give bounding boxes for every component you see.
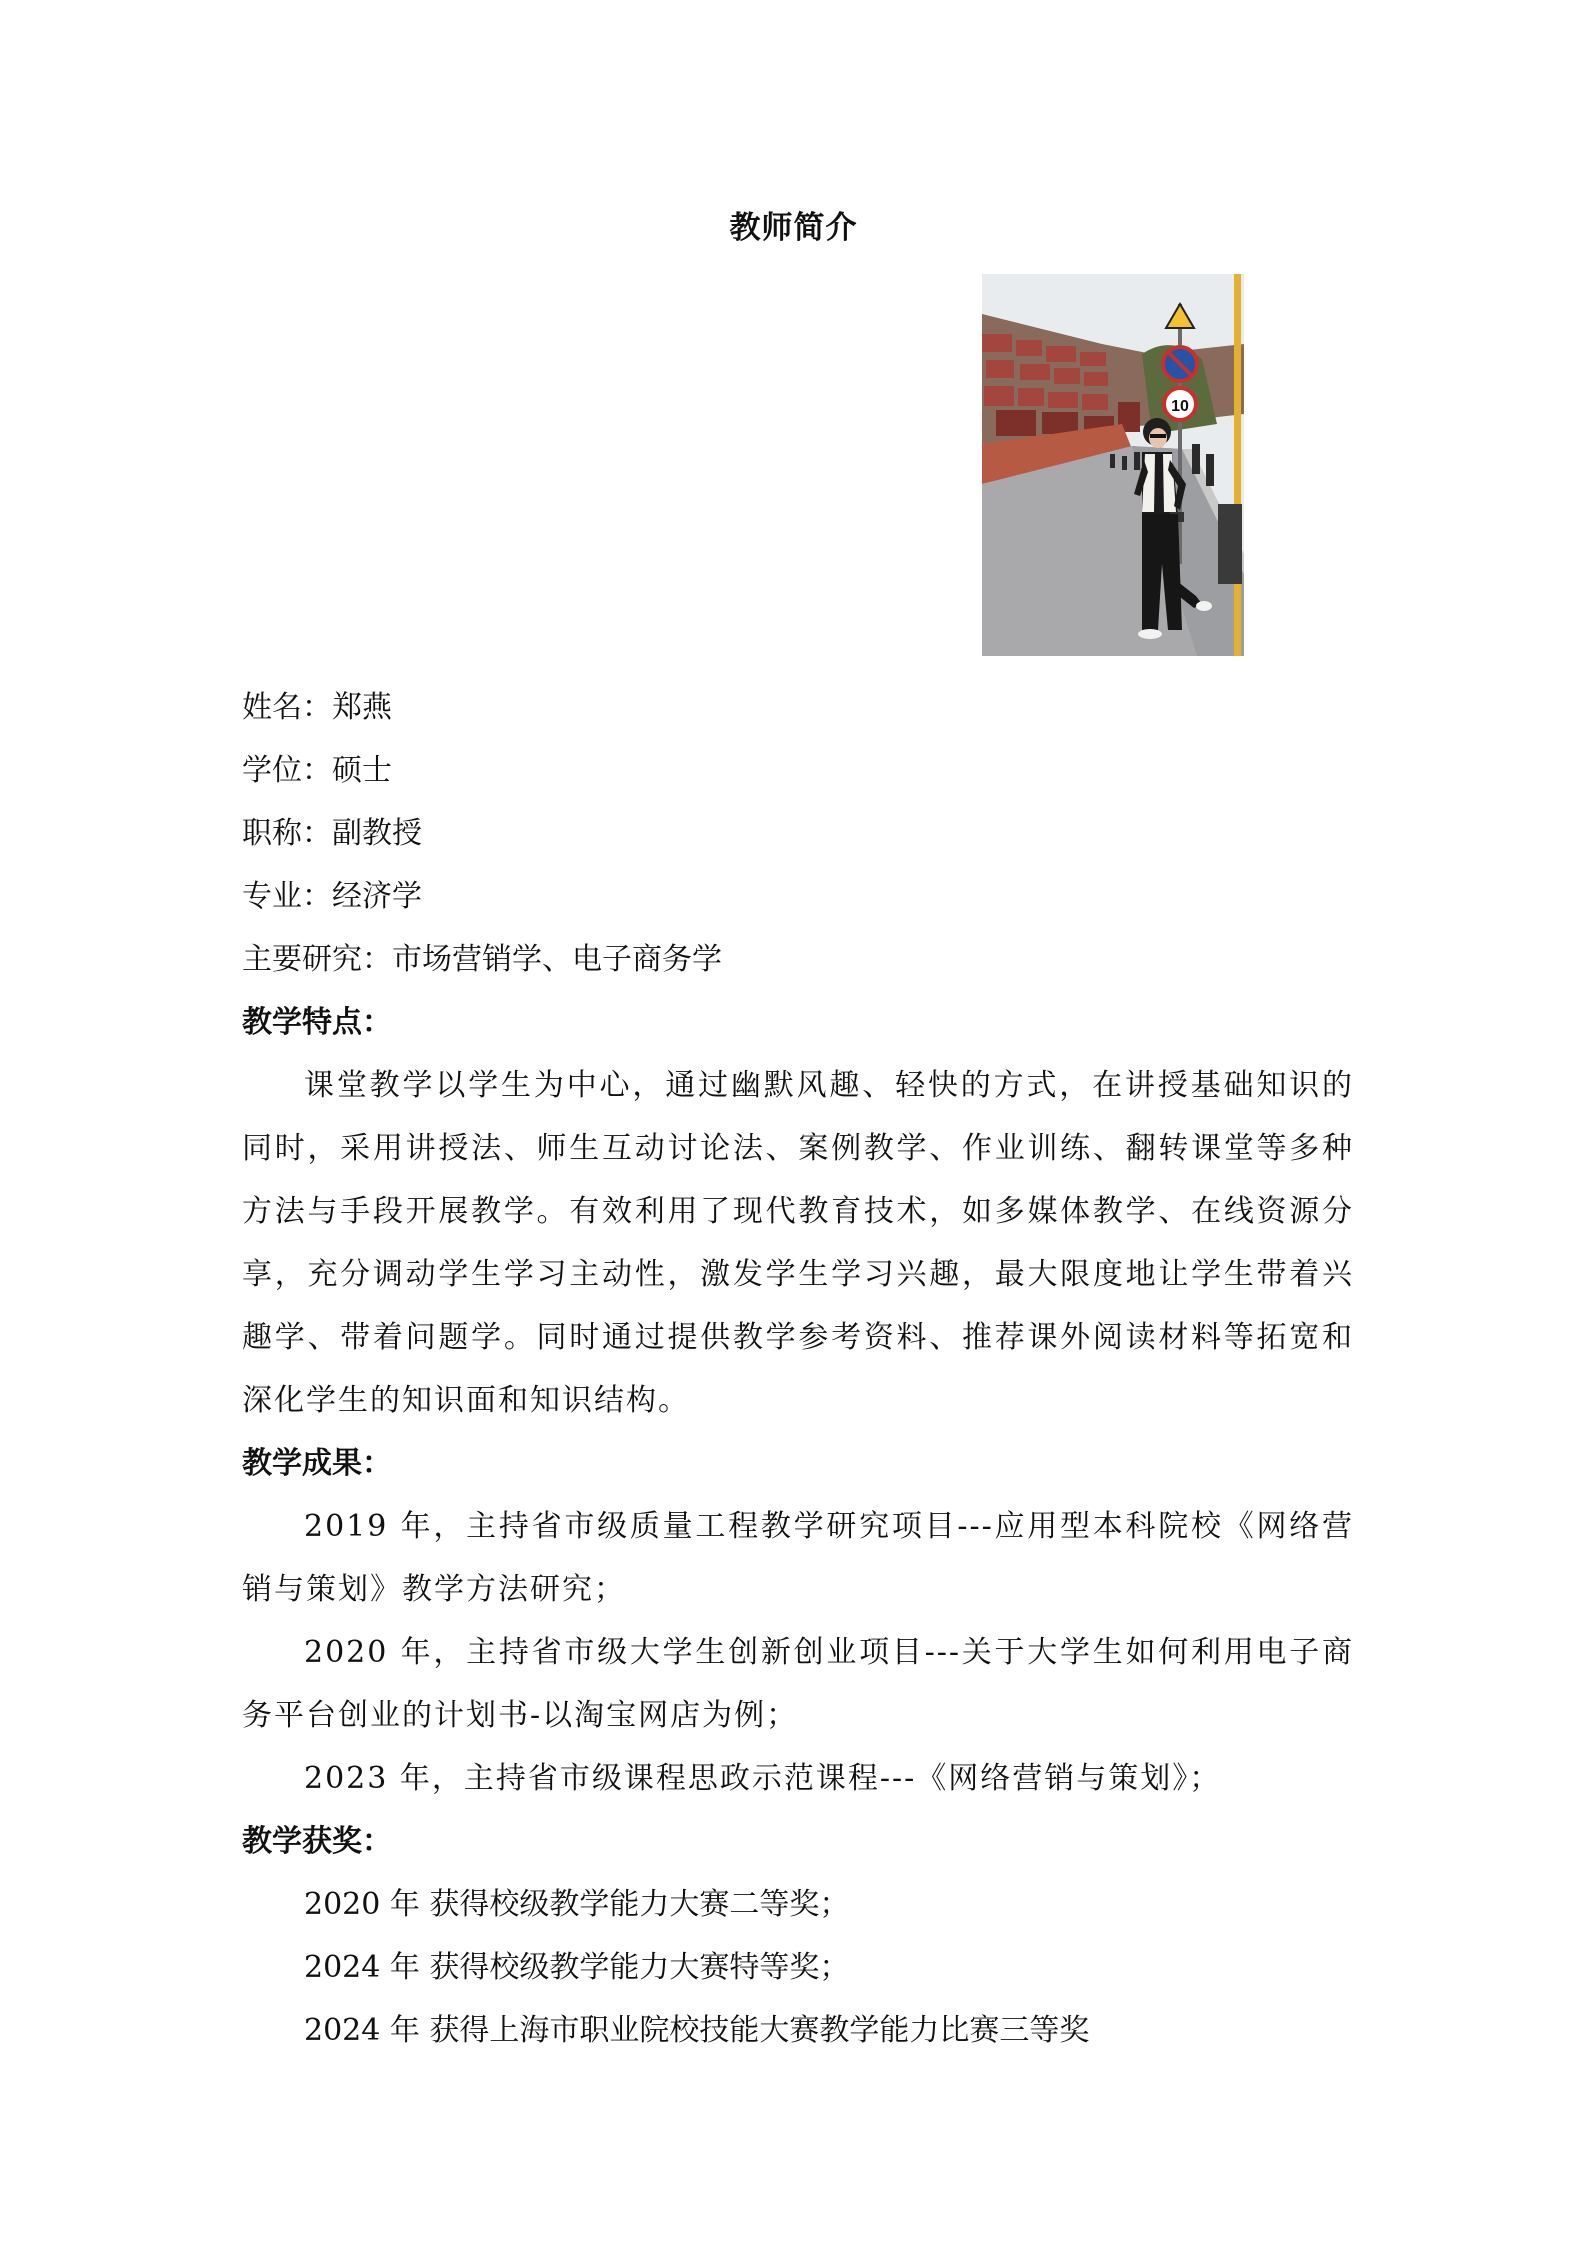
awards-heading: 教学获奖：	[242, 1824, 392, 1859]
name-line: 姓名：郑燕	[242, 690, 392, 725]
achievements-heading: 教学成果：	[242, 1446, 392, 1481]
achievement-item: 2020 年，主持省市级大学生创新创业项目---关于大学生如何利用电子商务平台创业的计划书-以淘宝网店为例；	[242, 1635, 1354, 1733]
page-title: 教师简介	[729, 210, 858, 246]
major-line: 专业：经济学	[242, 879, 422, 914]
award-item: 2024 年 获得校级教学能力大赛特等奖；	[304, 1950, 850, 1985]
award-item: 2024 年 获得上海市职业院校技能大赛教学能力比赛三等奖	[304, 2013, 1090, 2048]
research-line: 主要研究：市场营销学、电子商务学	[242, 942, 722, 977]
degree-line: 学位：硕士	[242, 753, 392, 788]
profile-content	[242, 676, 1354, 2062]
achievement-item: 2019 年，主持省市级质量工程教学研究项目---应用型本科院校《网络营销与策划》教学方法研究；	[242, 1509, 1354, 1607]
award-item: 2020 年 获得校级教学能力大赛二等奖；	[304, 1887, 850, 1922]
teaching-features-heading: 教学特点：	[242, 1005, 392, 1040]
teacher-photo	[982, 274, 1244, 656]
achievement-item: 2023 年，主持省市级课程思政示范课程---《网络营销与策划》；	[304, 1761, 1222, 1796]
rank-line: 职称：副教授	[242, 816, 422, 851]
speed-sign-text: 10	[1171, 398, 1189, 415]
teaching-features-paragraph: 课堂教学以学生为中心，通过幽默风趣、轻快的方式，在讲授基础知识的同时，采用讲授法、师生互动讨论法、案例教学、作业训练、翻转课堂等多种方法与手段开展教学。有效利用了现代教育技术，如多媒体教学、在线资源分享，充分调动学生学习主动性，激发学生学习兴趣，最大限度地让学生带着兴趣学、带着问题学。同时通过提供教学参考资料、推荐课外阅读材料等拓宽和深化学生的知识面和知识结构。	[242, 1068, 1354, 1418]
